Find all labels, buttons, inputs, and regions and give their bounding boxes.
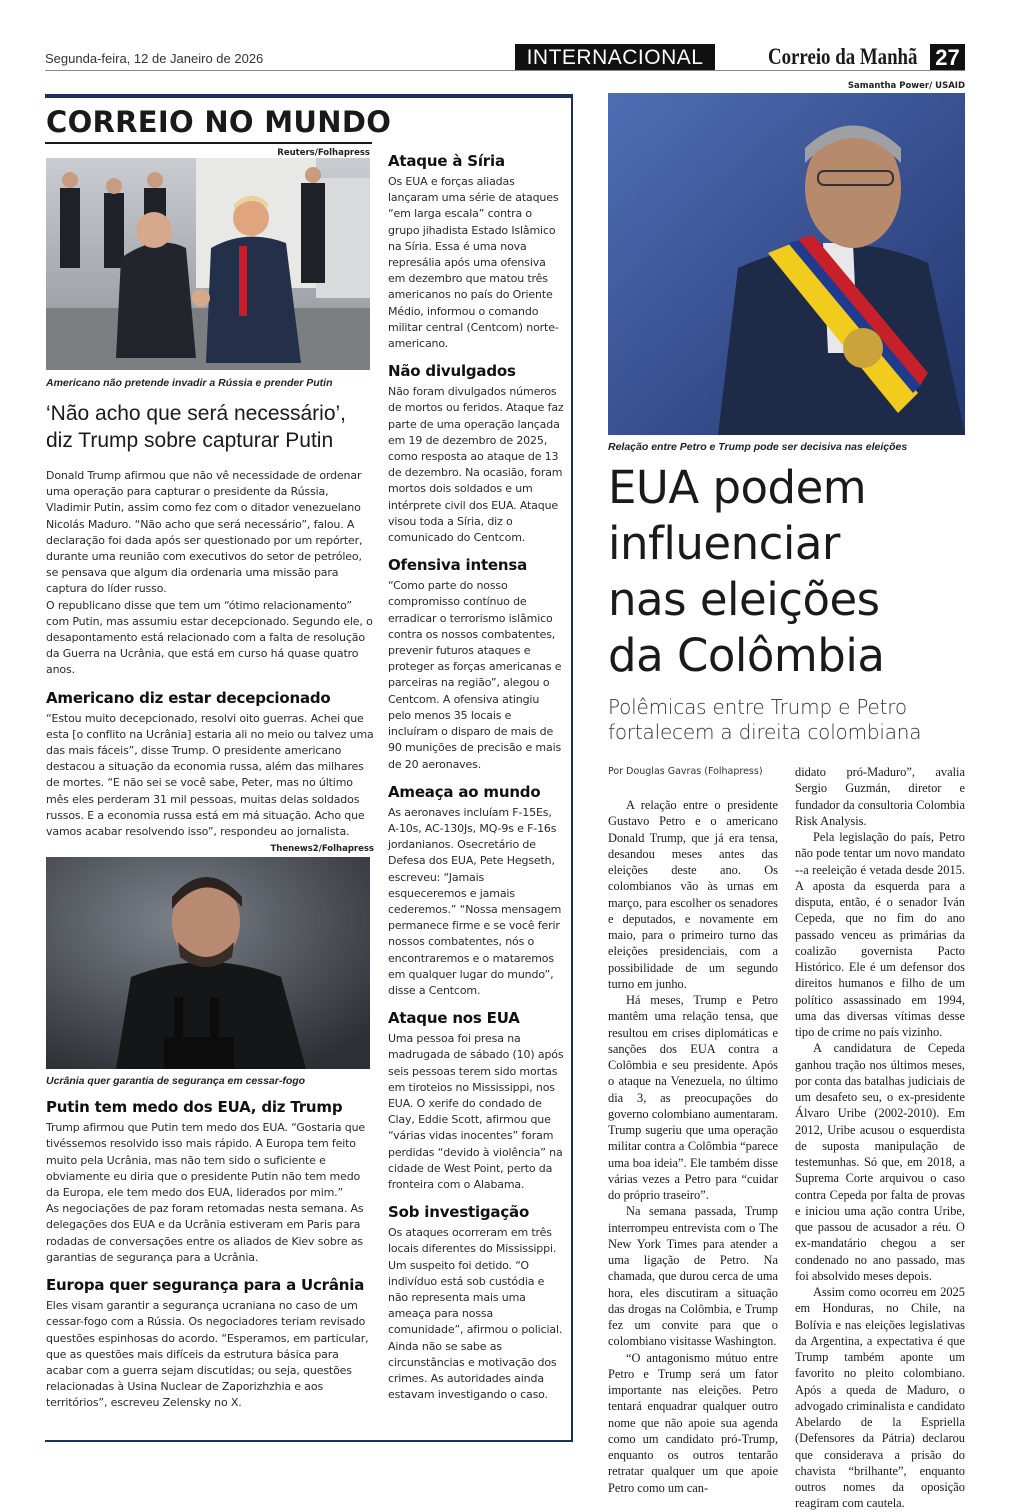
paragraph: didato pró-Maduro”, avalia Sergio Guzmán, diretor e fundador da consultoria Colombia Risk Analysis.: [795, 765, 965, 828]
brief-body: “Como parte do nosso compromisso contínuo de erradicar o terrorismo islâmico contra os nossos combatentes, prevenir futuros ataques e proteger as forças americanas e parceiras na região”, alegou o Centcom. A ofensiva atingiu pelo menos 35 locais e incluíram o disparo de mais de 90 munições de precisão e mais de 20 aeronaves.: [388, 579, 562, 771]
newspaper-logo: Correio da Manhã: [768, 44, 918, 69]
photo-caption: Ucrânia quer garantia de segurança em cessar-fogo: [46, 1075, 306, 1088]
headline-line: da Colômbia: [608, 629, 885, 682]
brief-body: Uma pessoa foi presa na madrugada de sábado (10) após seis pessoas terem sido mortas em tiroteios no Mississippi, nos EUA. O xerife do condado de Clay, Eddie Scott, afirmou que “várias vidas inocentes” foram perdidas “devido à violência” na cidade de West Point, perto da fronteira com o Alabama.: [388, 1032, 564, 1191]
brief-body: Os ataques ocorreram em três locais diferentes do Mississippi. Um suspeito foi detido. “O indivíduo está sob custódia e não representa mais uma ameaça para nossa comunidade”, afirmou o policial. Ainda não se sabe as circunstâncias e motivação dos crimes. As autoridades ainda estavam investigando o caso.: [388, 1226, 563, 1402]
paragraph: Trump afirmou que Putin tem medo dos EUA. “Gostaria que tivéssemos resolvido isso mais rápido. A Europa tem feito muito pela Ucrânia, mas não tem sido o suficiente e obviamente eu diria que o presidente Putin não tem medo da Europa, ele tem medo dos EUA, liderados por mim.”: [46, 1121, 366, 1200]
subheading: Putin tem medo dos EUA, diz Trump: [46, 1098, 343, 1117]
subheading: Ofensiva intensa: [388, 556, 528, 575]
brief-body: As aeronaves incluíam F-15Es, A-10s, AC-130Js, MQ-9s e F-16s jordanianos. Osecretário de Defesa dos EUA, Pete Hegseth, escreveu: “Jamais esqueceremos e jamais cederemos.” “Nossa mensagem permanece firme e se você ferir nossos combatentes, nós o encontraremos e o mataremos em qualquer lugar do mundo”, disse a Centcom.: [388, 805, 562, 997]
photo-credit: Samantha Power/ USAID: [847, 81, 965, 91]
headline-line: EUA podem: [608, 461, 867, 514]
article-body: Eles visam garantir a segurança ucraniana no caso de um cessar-fogo com a Rússia. Os negociadores teriam revisado questões espinhosas do acordo. “Esperamos, em particular, que as questões mais difíceis da estrutura básica para acabar com a guerra sejam discutidas; ou seja, questões relacionadas à Usina Nuclear de Zaporizhzhia e aos territórios”, escreveu Zelensky no X.: [46, 1299, 369, 1410]
subheading: Ataque à Síria: [388, 152, 505, 170]
photo-credit: Reuters/Folhapress: [277, 148, 370, 158]
main-headline: [608, 460, 884, 684]
headline-line: influenciar: [608, 517, 840, 570]
article-body: [46, 1120, 374, 1266]
subheading: Americano diz estar decepcionado: [46, 688, 331, 707]
photo-petro: [608, 93, 965, 435]
paragraph: “O antagonismo mútuo entre Petro e Trump será um fator importante nas eleições. Petro tentará enquadrar qualquer outro nome que não apoie sua agenda como um candidato pró-Trump, enquanto os outros tentarão retratar qualquer um que apoie Petro como um can-: [608, 1350, 778, 1495]
subheading: Ameaça ao mundo: [388, 782, 541, 801]
section-banner: CORREIO NO MUNDO: [46, 105, 392, 139]
photo-zelensky: [46, 857, 370, 1069]
brief-body: Os EUA e forças aliadas lançaram uma série de ataques “em larga escala” contra o grupo jihadista Estado Islâmico na Síria. Essa é uma nova represália após uma ofensiva em dezembro que matou três americanos no país do Oriente Médio, informou o comando militar central (Centcom) norte-americano.: [388, 175, 559, 351]
photo-caption: Americano não pretende invadir a Rússia e prender Putin: [46, 377, 333, 389]
paragraph: Assim como ocorreu em 2025 em Honduras, no Chile, na Bolívia e nas eleições legislativas da Argentina, a expectativa é que Trump também aponte um favorito no pleito colombiano. Após a queda de Maduro, o advogado criminalista e candidato Abelardo de la Espriella (Defensores da Pátria) declarou que considerava a prisão do chavista “brilhante”, enquanto outros nomes da oposição reagiram com cautela.: [795, 1285, 965, 1511]
headline-line: nas eleições: [608, 573, 880, 626]
subheading: Europa quer segurança para a Ucrânia: [46, 1276, 365, 1295]
banner-divider: [45, 142, 372, 144]
article-headline: ‘Não acho que será necessário’, diz Trump sobre capturar Putin: [46, 402, 347, 452]
article-column-2: [795, 764, 965, 1512]
photo-credit: Thenews2/Folhapress: [270, 844, 374, 855]
article-body: [46, 468, 374, 679]
paragraph: Donald Trump afirmou que não vê necessidade de ordenar uma operação para capturar o presidente da Rússia, Vladimir Putin, assim como fez com o ditador venezuelano Nicolás Maduro. “Não acho que será necessário”, falou. A declaração foi dada após ser questionado por um repórter, durante uma reunião com executivos do setor de petróleo, se pensava que algum dia ordenaria uma missão para captura do líder russo.: [46, 469, 363, 596]
subheadline: [608, 695, 921, 745]
header-divider: [45, 70, 965, 71]
left-article-column: [46, 400, 374, 1412]
photo-caption: Relação entre Petro e Trump pode ser decisiva nas eleições: [608, 441, 908, 453]
dek-line: fortalecem a direita colombiana: [608, 720, 922, 744]
paragraph: As negociações de paz foram retomadas nesta semana. As delegações dos EUA e da Ucrânia estiveram em Paris para rodadas de conversações entre os aliados de Kiev sobre as garantias de segurança para a Ucrânia.: [46, 1202, 364, 1264]
paragraph: A candidatura de Cepeda ganhou tração nos últimos meses, por conta das batalhas judiciais de um desafeto seu, o ex-presidente Álvaro Uribe (2002-2010). Em 2012, Uribe acusou o esquerdista de suposta manipulação de testemunhas. Só que, em 2018, a Suprema Corte arquivou o caso contra Cepeda por falta de provas e iniciou uma ação contra Uribe, que passou de acusador a réu. O ex-mandatário chegou a ser condenado no ano passado, mas foi absolvido meses depois.: [795, 1041, 965, 1283]
paragraph: Na semana passada, Trump interrompeu entrevista com o The New York Times para atender a uma ligação de Petro. Na chamada, que durou cerca de uma hora, eles discutiram a situação das drogas na Colômbia, e Trump fez um convite para que o colombiano visitasse Washington.: [608, 1204, 778, 1349]
paragraph: O republicano disse que tem um “ótimo relacionamento” com Putin, mas assumiu estar decepcionado. Segundo ele, o desapontamento está relacionado com a falta de resolução da Guerra na Ucrânia, que está em curso há quase quatro anos.: [46, 598, 373, 677]
issue-date: Segunda-feira, 12 de Janeiro de 2026: [45, 51, 264, 66]
paragraph: Há meses, Trump e Petro mantêm uma relação tensa, que resultou em crises diplomáticas e sanções dos EUA contra a Colômbia e seu presidente. Após o ataque na Venezuela, no último dia 3, as preocupações do governo colombiano aumentaram. Trump sugeriu que uma operação militar contra a Colômbia “parece uma boa ideia”. Ele também disse várias vezes a Petro para “cuidar do próprio traseiro”.: [608, 993, 778, 1202]
subheading: Ataque nos EUA: [388, 1009, 520, 1028]
paragraph: Pela legislação do país, Petro não pode tentar um novo mandato --a reeleição é vetada desde 2015. A aposta da esquerda para a disputa, então, é o senador Iván Cepeda, que no fim do ano passado venceu as primárias da coalizão governista Pacto Histórico. Ele é um defensor dos direitos humanos e filho de um político assassinado em 1994, uma das diversas vítimas desse tipo de crime no país vizinho.: [795, 830, 965, 1039]
byline: Por Douglas Gavras (Folhapress): [608, 766, 763, 777]
subheading: Não divulgados: [388, 362, 516, 381]
photo-putin-trump: [46, 158, 370, 370]
dek-line: Polêmicas entre Trump e Petro: [608, 695, 907, 719]
article-body: “Estou muito decepcionado, resolvi oito guerras. Achei que esta [o conflito na Ucrânia] estaria ali no meio ou talvez uma das mais fáceis”, disse Trump. O presidente americano destacou a situação da economia russa, além das milhares de mortes. “E não sei se você sabe, Peter, mas no último mês eles perderam 31 mil pessoas, muitas delas soldados russos. E a economia russa está em má situação. Acho que vamos acabar resolvendo isso”, respondeu ao jornalista.: [46, 711, 374, 839]
briefs-column: [388, 152, 564, 1403]
paragraph: A relação entre o presidente Gustavo Petro e o americano Donald Trump, que já era tensa, desandou meses antes das eleições deste ano. Os colombianos vão às urnas em março, para escolher os senadores e deputados, e novamente em maio, para o primeiro turno das eleições presidenciais, com a possibilidade de um segundo turno em junho.: [608, 798, 778, 991]
article-column-1: [608, 797, 778, 1496]
brief-body: Não foram divulgados números de mortos ou feridos. Ataque faz parte de uma operação lançada em 19 de dezembro de 2025, como resposta ao ataque de 13 de dezembro. Na ocasião, foram mortos dois soldados e um intérprete civil dos EUA. Ataque visou toda a Síria, diz o comunicado do Centcom.: [388, 385, 564, 545]
page-number: 27: [930, 44, 965, 71]
subheading: Sob investigação: [388, 1203, 530, 1222]
section-label: INTERNACIONAL: [515, 44, 715, 70]
